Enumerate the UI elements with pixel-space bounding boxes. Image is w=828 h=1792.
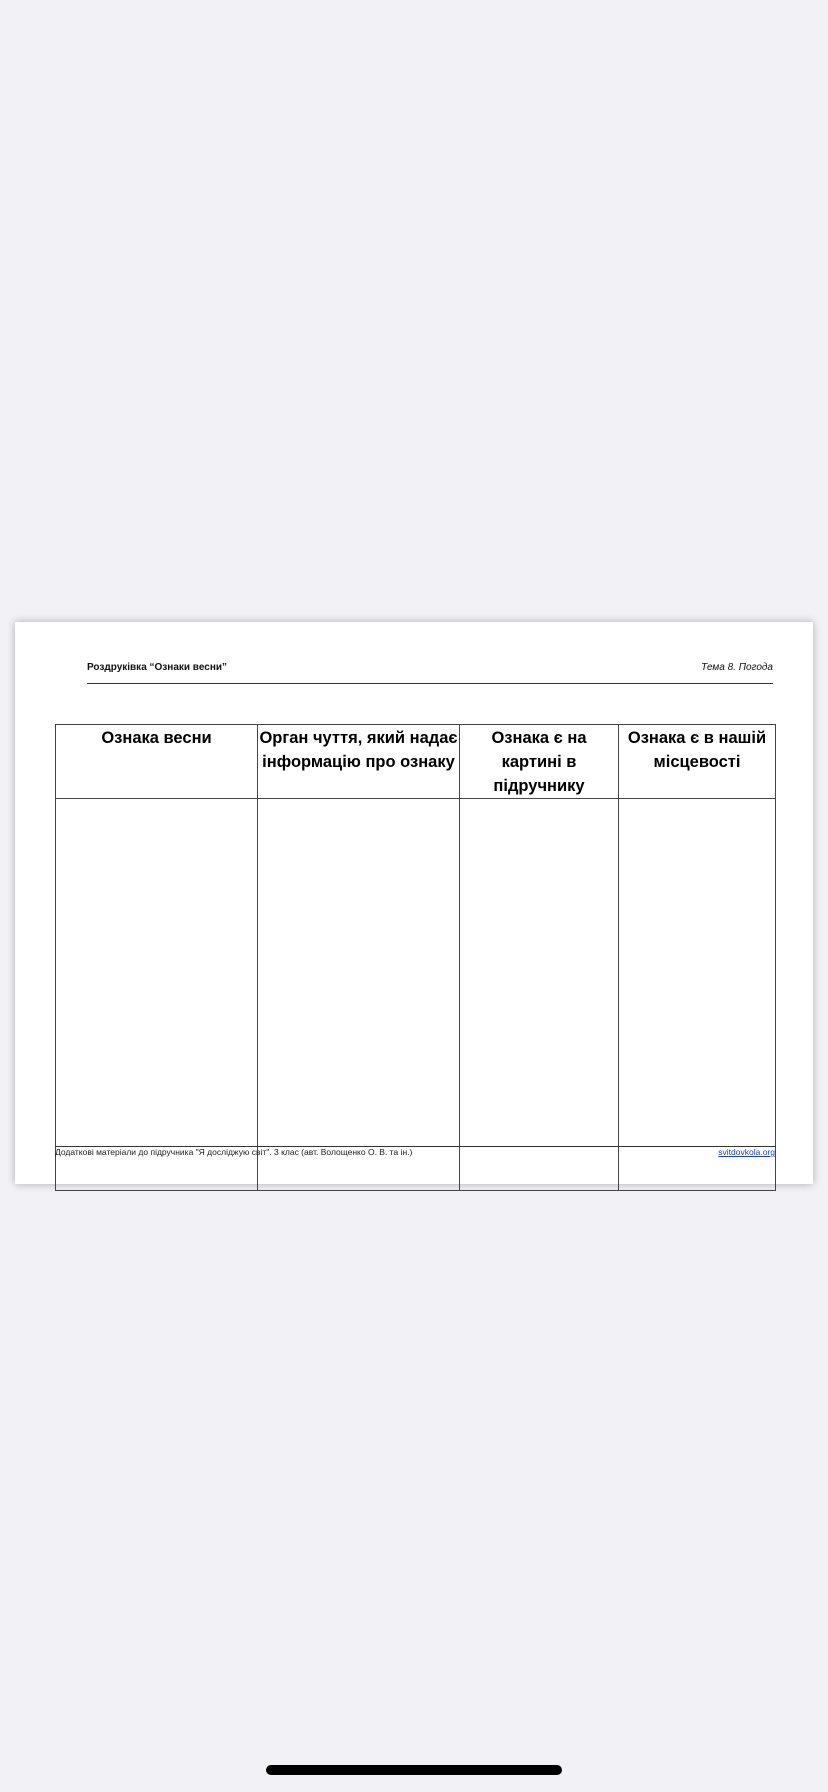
table-cell-empty	[56, 799, 258, 1191]
table-cell-empty	[258, 799, 460, 1191]
column-header-in-locality: Ознака є в нашій місцевості	[619, 725, 776, 799]
handout-title: Роздруківка “Ознаки весни”	[87, 662, 228, 673]
column-header-sense-organ: Орган чуття, який надає інформацію про ознаку	[258, 725, 460, 799]
footer-link[interactable]: svitdovkola.org	[718, 1147, 775, 1157]
table-row	[56, 799, 776, 1191]
footer-note: Додаткові матеріали до підручника "Я досліджую світ". 3 клас (авт. Волощенко О. В. та ін.)	[55, 1147, 413, 1157]
home-indicator[interactable]	[266, 1765, 562, 1775]
table-header-row	[56, 725, 776, 799]
header-divider	[87, 683, 773, 684]
table-cell-empty	[460, 799, 619, 1191]
document-page	[15, 622, 813, 1184]
column-header-in-textbook: Ознака є на картині в підручнику	[460, 725, 619, 799]
page-footer	[55, 1147, 775, 1159]
topic-label: Тема 8. Погода	[701, 662, 773, 673]
column-header-spring-sign: Ознака весни	[56, 725, 258, 799]
page-header	[87, 662, 773, 676]
table-cell-empty	[619, 799, 776, 1191]
worksheet-table	[55, 724, 776, 1191]
